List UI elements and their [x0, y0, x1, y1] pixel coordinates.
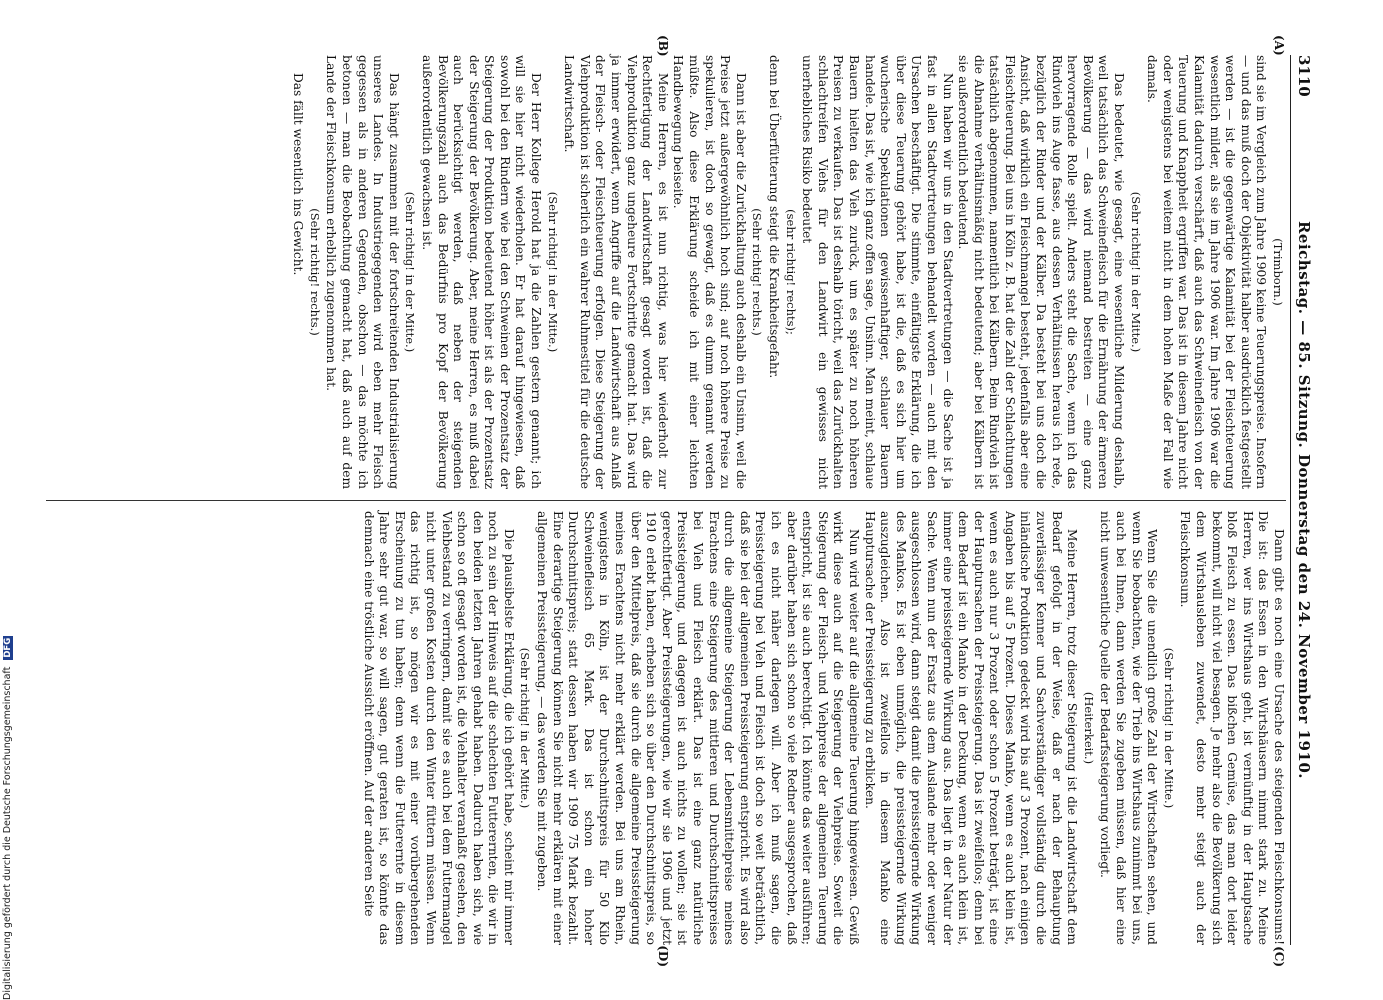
sidebar-credit — [2, 0, 14, 1000]
digitization-credit — [2, 25, 13, 1000]
speaker-name: (Trimborn.) — [1271, 238, 1285, 306]
interjection: (Sehr richtig! in der Mitte.) — [1161, 647, 1176, 809]
paragraph: sind sie im Vergleich zum Jahre 1909 keine Teuerungspreise. Insofern — und das muß doch der Objektivität halber ausdrücklich festgestellt werden — ist die gegenwärtige Kalamität bei der Fleischteuerung wesentlich milder, als sie im Jahre 1906 war. Im Jahre 1906 war die Kalamität dadurch verschärft, daß auch das Schweinefleisch von der Teuerung und Knappheit ergriffen war. Das ist in diesem Jahre nicht oder wenigstens bei weitem nicht in dem hohen Maße der Fall wie damals. — [1145, 55, 1269, 489]
credit-text: Digitalisierung gefördert durch die Deutsche Forschungsgemeinschaft — [2, 666, 13, 1000]
margin-mark-c: (C) — [1272, 946, 1286, 967]
interjection: (Sehr richtig! in der Mitte.) — [1128, 191, 1143, 353]
paragraph: Nun wird weiter auf die allgemeine Teuerung hingewiesen. Gewiß wirkt diese auch auf die Steigerung der Viehpreise. Soweit die Steigerung der Fleisch- und Viehpreise der allgemeinen Teuerung entspricht, ist sie auch berechtigt. Ich könnte das weiter ausführen; aber darüber haben sich schon so viele Redner ausgesprochen, daß ich es nicht näher darlegen will. Aber ich muß sagen, die Preissteigerung bei Vieh und Fleisch ist doch so weit beträchtlich, daß sie bei der allgemeinen Preissteigerung entspricht. Es wird also durch die allgemeine Steigerung der Lebensmittelpreise meines Erachtens eine Steigerung des mittleren und Durchschnittspreises bei Vieh und Fleisch erklärt. Das ist eine ganz natürliche Preissteigerung, und dagegen ist auch nichts zu wollen; sie ist gerechtfertigt. Aber Preissteigerungen, wie wir sie 1906 und jetzt 1910 erlebt haben, erheben sich so über den Durchschnittspreis, so über den Mittelpreis, daß sie durch die allgemeine Preissteigerung meines Erachtens nicht mehr erklärt werden. Bei uns am Rhein, wenigstens in Köln, ist der Durchschnittspreis für 50 Kilo Schweinefleisch 65 Mark. Das ist schon ein hoher Durchschnittspreis; statt dessen haben wir 1909 75 Mark bezahlt. Eine derartige Steigerung können Sie nicht mehr erklären mit einer allgemeinen Preissteigerung, — das werden Sie mit zugeben. — [535, 511, 861, 945]
interjection: (Sehr richtig! in der Mitte.) — [403, 191, 418, 353]
paragraph: Nun haben wir uns in den Stadtvertretungen — die Sache ist ja fast in allen Stadtvertretungen behandelt worden — auch mit den Ursachen beschäftigt. Die stimmte, einfältigste Erklärung, die ich über diese Teuerung gehört habe, ist die, daß es sich hier um wucherische Spekulationen gewissenhaftiger, schlauer Bauern handele. Das ist, wie ich ganz offen sage, Unsinn. Man meint, schlaue Bauern hielten das Vieh zurück, um es später zu noch höheren Preisen zu verkaufen. Das ist deshalb töricht, weil das Zurückhalten schlachtreifen Viehs für den Landwirt ein gewisses nicht unerhebliches Risiko bedeutet — [800, 55, 955, 489]
paragraph: Wenn Sie die unendlich große Zahl der Wirtschaften sehen, und wenn Sie beobachten, wie der Trieb ins Wirtshaus zunimmt bei uns, auch bei Ihnen, dann werden Sie zugeben müssen, daß hier eine nicht unwesentliche Quelle der Bedarfssteigerung vorliegt. — [1098, 511, 1160, 945]
running-title: Reichstag. — 85. Sitzung. Donnerstag den 24. November 1910. — [1295, 220, 1313, 780]
paragraph: Meine Herren, es ist nun richtig, was hier wiederholt zur Rechtfertigung der Landwirtschaft gesagt worden ist, daß die Viehproduktion ganz ungeheure Fortschritte gemacht hat. Das wird ja immer erwidert, wenn Angriffe auf die Landwirtschaft aus Anlaß der Fleisch- oder Fleischteuerung erfolgen. Diese Steigerung der Viehproduktion ist sicherlich ein wahrer Ruhmestitel für die deutsche Landwirtschaft. — [562, 55, 670, 489]
margin-mark-d: (D) — [656, 945, 670, 967]
dfg-logo: DFG — [3, 637, 13, 658]
paragraph: Der Herr Kollege Herold hat ja die Zahlen gestern genannt; ich will sie hier nicht wiederholen. Er hat darauf hingewiesen, daß sowohl bei den Rindern wie bei den Schweinen der Prozentsatz der Steigerung der Produktion bedeutend höher ist als der Prozentsatz der Steigerung der Bevölkerung. Aber, meine Herren, es muß dabei auch berücksichtigt werden, daß neben der steigenden Bevölkerungszahl auch das Bedürfnis pro Kopf der Bevölkerung außerordentlich gewachsen ist. — [419, 55, 544, 489]
paragraph: Dann gibt es noch eine Ursache des steigenden Fleischkonsums! Die ist: das Essen in den Wirtshäusern nimmt stark zu. Meine Herren, wer ins Wirtshaus geht, ist vernünftig in der Hauptsache bloß Fleisch zu essen. Das bißchen Gemüse, das man dort leider bekommt, will nicht viel besagen. Je mehr also die Bevölkerung sich dem Wirtshausleben zuwendet, desto mehr steigt auch der Fleischkonsum. — [1178, 511, 1286, 945]
page-number: 3110 — [1295, 55, 1313, 97]
page-header — [1290, 55, 1317, 945]
paragraph: Das fällt wesentlich ins Gewicht. — [291, 73, 306, 276]
paragraph: Dann ist aber die Zurückhaltung auch deshalb ein Unsinn, weil die Preise jetzt außergewöhnlich hoch sind; auf noch höhere Preise zu spekulieren, ist doch so gewagt, daß es dumm genannt werden müßte. Also diese Erklärung scheide ich mit einer leichten Handbewegung beiseite. — [671, 55, 748, 489]
column-divider — [46, 500, 1286, 501]
interjection: (Sehr richtig! rechts.) — [307, 208, 322, 336]
paragraph: Die plausibelste Erklärung, die ich gehört habe, scheint mir immer noch zu sein der Hinweis auf die schlechten Futterernten, die wir in den beiden letzten Jahren gehabt haben. Dadurch haben sich, wie schon so oft gesagt worden ist, die Viehhalter veranlaßt gesehen, den Viehbestand zu verringern, damit sie es auch bei dem Futtermangel nicht unter großen Kosten durch den Winter füttern müssen. Wenn das richtig ist, so mögen wir es mit einer vorübergehenden Erscheinung zu tun haben; denn wenn die Futterernte in diesem Jahre sehr gut war, so will sagen, gut geraten ist, so könnte das demnach eine tröstliche Aussicht eröffnen. Auf der anderen Seite — [361, 511, 516, 945]
paragraph: Das hängt zusammen mit der fortschreitenden Industrialisierung unseres Landes. In Industriegegenden wird eben mehr Fleisch gegessen als in anderen Gegenden, obschon — das möchte ich betonen — man die Beobachtung gemacht hat, daß auch auf dem Lande der Fleischkonsum erheblich zugenommen hat. — [324, 55, 401, 489]
right-column — [46, 511, 1286, 967]
interjection: (Sehr richtig! rechts.) — [750, 208, 765, 336]
rotated-document-page — [25, 0, 1325, 1000]
text-columns — [46, 35, 1286, 967]
left-column — [46, 35, 1286, 489]
interjection: (Sehr richtig! in der Mitte.) — [545, 191, 560, 353]
paragraph: denn bei Überfütterung steigt die Krankheitsgefahr. — [767, 55, 781, 379]
interjection: (sehr richtig! rechts); — [783, 209, 798, 335]
paragraph: Das bedeutet, wie gesagt, eine wesentliche Milderung deshalb, weil tatsächlich das Schweinefleisch für die Ernährung der ärmeren Bevölkerung — das wird niemand bestreiten — eine ganz hervorragende Rolle spielt. Anders steht die Sache, wenn ich das Rindvieh ins Auge fasse, aus dessen Verhältnissen heraus ich rede, bezüglich der Rinder und der Kälber. Da besteht bei uns doch die Ansicht, daß wirklich ein Fleischmangel besteht, jedenfalls aber eine Fleischteuerung. Bei uns in Köln z. B. hat die Zahl der Schlachtungen tatsächlich abgenommen, namentlich bei Kälbern. Beim Rindvieh ist die Abnahme verhältnismäßig nicht bedeutend; aber bei Kälbern ist sie außerordentlich bedeutend. — [956, 55, 1127, 489]
margin-mark-a: (A) — [1272, 35, 1286, 56]
interjection: (Heiterkeit.) — [1081, 691, 1096, 765]
margin-mark-b: (B) — [656, 35, 670, 57]
interjection: (Sehr richtig! in der Mitte.) — [518, 647, 533, 809]
paragraph: Meine Herren, trotz dieser Steigerung ist die Landwirtschaft dem Bedarf gefolgt in der Weise, daß er nach der Behauptung zuverlässiger Kenner und Sachverständiger vollständig durch die inländische Produktion gedeckt wird bis auf 3 Prozent, nach einigen Angaben bis auf 5 Prozent. Dieses Manko, wenn es auch klein ist, wenn es auch nur 3 Prozent oder schon 5 Prozent beträgt, ist eine der Hauptursachen der Preissteigerung. Das ist zweifellos; denn bei dem Bedarf ist ein Manko in der Deckung, wenn es auch klein ist, immer eine preissteigernde Wirkung aus. Das liegt in der Natur der Sache. Wenn nun der Ersatz aus dem Auslande mehr oder weniger ausgeschlossen wird, dann steigt damit die preissteigernde Wirkung des Mankos. Es ist eben unmöglich, die preissteigernde Wirkung auszugleichen. Also ist zweifellos in diesem Manko eine Hauptursache der Preissteigerung zu erblicken. — [862, 511, 1080, 945]
